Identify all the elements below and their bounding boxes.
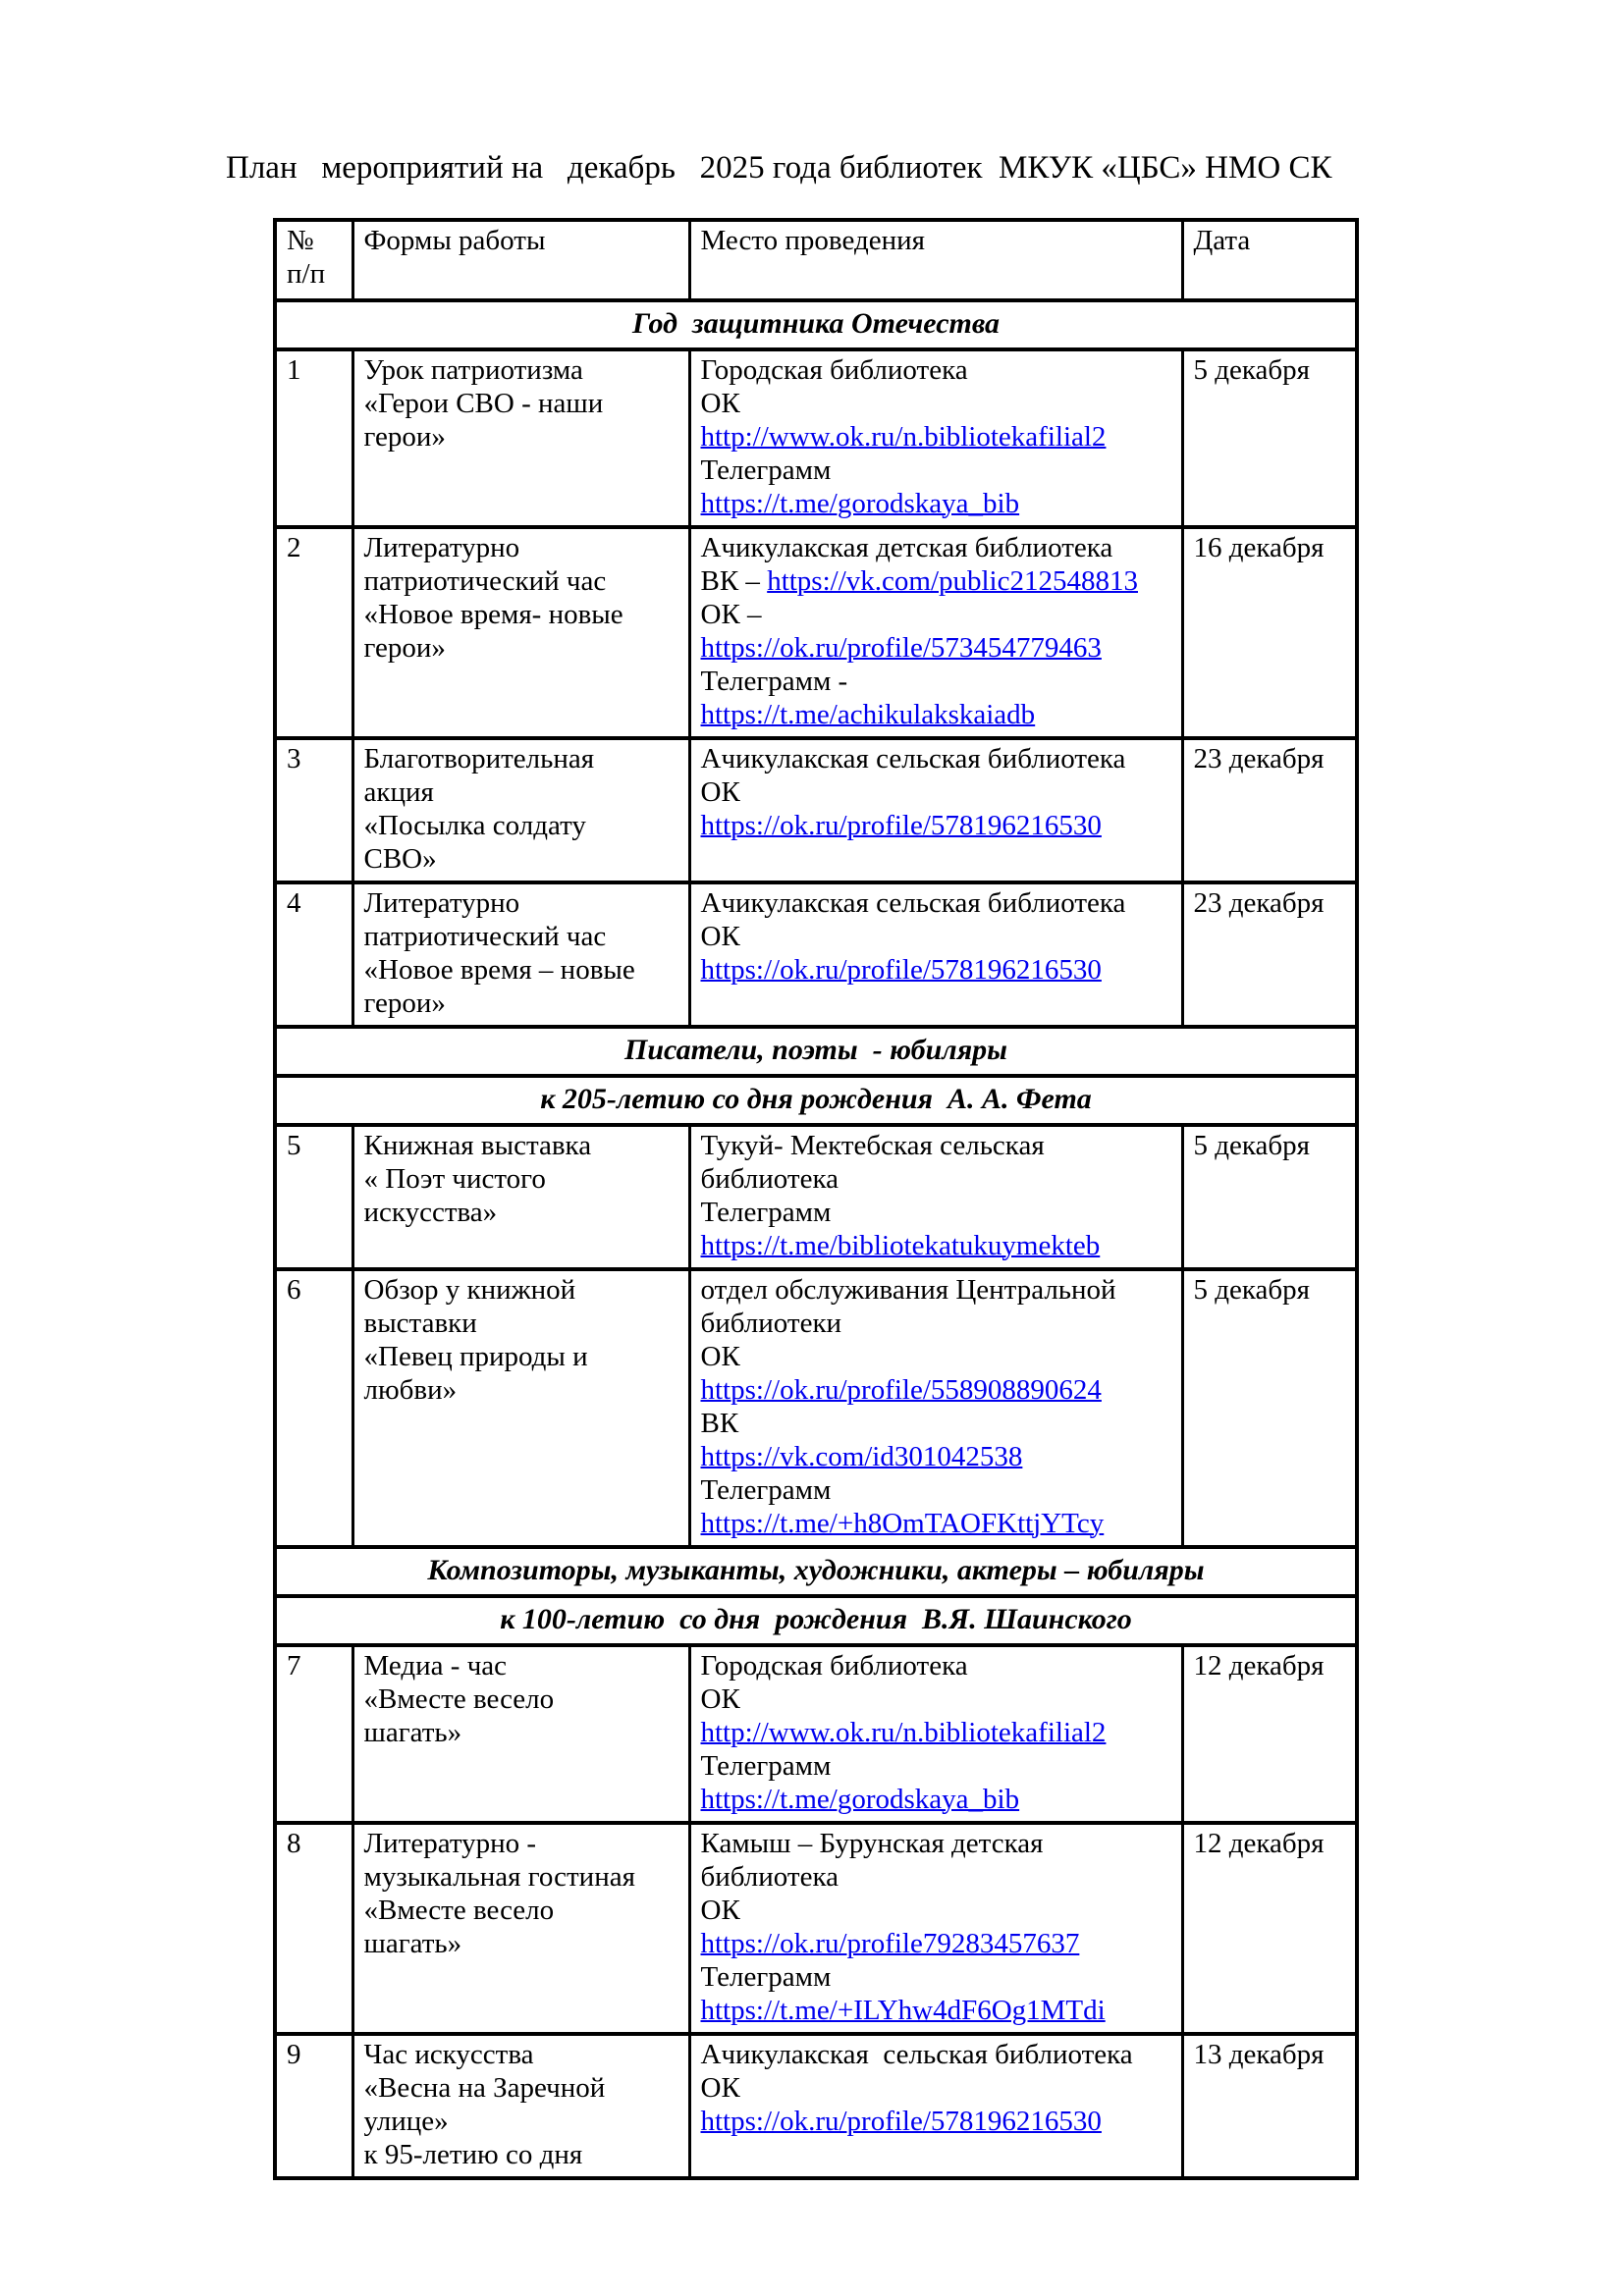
event-place (689, 882, 1182, 1027)
place-text: Камыш – Бурунская детская (700, 1827, 1044, 1859)
event-place (689, 1823, 1182, 2034)
place-text: библиотека (700, 1860, 839, 1893)
event-date: 5 декабря (1182, 349, 1357, 527)
event-date: 16 декабря (1182, 527, 1357, 738)
place-line (701, 454, 1171, 487)
place-link[interactable]: https://t.me/+ILYhw4dF6Og1MTdi (700, 1994, 1106, 2026)
place-line (701, 1860, 1171, 1894)
place-line (701, 1196, 1171, 1229)
place-line (701, 598, 1171, 631)
place-text: Ачикулакская сельская библиотека (700, 2038, 1133, 2070)
place-text: отдел обслуживания Центральной (700, 1273, 1116, 1306)
column-header (275, 220, 352, 300)
event-place (689, 1269, 1182, 1547)
place-link[interactable]: https://t.me/achikulakskaiadb (700, 698, 1036, 730)
place-text: ОК (700, 1340, 740, 1372)
header-row (275, 220, 1357, 300)
place-text: Тукуй- Мектебская сельская (700, 1129, 1045, 1161)
place-text: Ачикулакская детская библиотека (700, 531, 1113, 563)
table-header (275, 220, 1357, 300)
place-line (701, 1273, 1171, 1307)
event-form-line: искусства» (363, 1196, 498, 1228)
place-line (701, 698, 1171, 731)
section-row (275, 1547, 1357, 1596)
table-row (275, 1125, 1357, 1269)
event-date: 12 декабря (1182, 1823, 1357, 2034)
place-link[interactable]: http://www.ok.ru/n.bibliotekafilial2 (700, 420, 1107, 453)
place-link[interactable]: https://ok.ru/profile/573454779463 (700, 631, 1102, 664)
event-form-line: «Новое время- новые (363, 598, 623, 630)
events-table (273, 218, 1359, 2180)
place-line (701, 1162, 1171, 1196)
event-form-line: СВО» (363, 842, 437, 875)
table-row (275, 1645, 1357, 1823)
event-date: 5 декабря (1182, 1125, 1357, 1269)
place-text: ОК (700, 1682, 740, 1715)
place-line (701, 2105, 1171, 2138)
place-line (701, 1682, 1171, 1716)
place-text: Телеграмм (700, 1960, 832, 1993)
place-text: ОК (700, 1894, 740, 1926)
place-line (701, 1129, 1171, 1162)
place-text: Телеграмм (700, 1473, 832, 1506)
event-date: 13 декабря (1182, 2034, 1357, 2178)
place-line (701, 1827, 1171, 1860)
column-header-line: Дата (1193, 224, 1251, 256)
place-line (701, 631, 1171, 665)
event-date: 23 декабря (1182, 738, 1357, 882)
column-header-line: № (287, 224, 314, 256)
place-line (701, 2038, 1171, 2071)
event-form-line: « Поэт чистого (363, 1162, 546, 1195)
table-row (275, 738, 1357, 882)
place-line (701, 665, 1171, 698)
event-form-line: Литературно - (363, 1827, 537, 1859)
event-form-line: герои» (363, 631, 446, 664)
place-line (701, 353, 1171, 387)
place-text: библиотеки (700, 1307, 842, 1339)
event-form-line: «Новое время – новые (363, 953, 635, 986)
place-text: библиотека (700, 1162, 839, 1195)
section-row (275, 300, 1357, 349)
place-link[interactable]: https://vk.com/public212548813 (767, 564, 1138, 597)
column-header-line: п/п (287, 257, 326, 290)
place-line (701, 1407, 1171, 1440)
place-text: Телеграмм (700, 1749, 832, 1782)
event-date: 12 декабря (1182, 1645, 1357, 1823)
event-form-line: «Вместе весело (363, 1682, 555, 1715)
place-link[interactable]: https://ok.ru/profile/558908890624 (700, 1373, 1102, 1406)
place-link[interactable]: https://t.me/gorodskaya_bib (700, 487, 1020, 519)
row-number: 9 (275, 2034, 352, 2178)
place-text: Ачикулакская сельская библиотека (700, 886, 1126, 919)
event-place (689, 527, 1182, 738)
place-line (701, 2071, 1171, 2105)
event-form-line: герои» (363, 420, 446, 453)
place-link[interactable]: https://ok.ru/profile79283457637 (700, 1927, 1080, 1959)
event-form-line: музыкальная гостиная (363, 1860, 635, 1893)
table-row (275, 349, 1357, 527)
event-form-line: Литературно (363, 886, 520, 919)
event-place (689, 1125, 1182, 1269)
place-line (701, 1927, 1171, 1960)
table-row (275, 2034, 1357, 2178)
place-line (701, 1894, 1171, 1927)
place-line (701, 387, 1171, 420)
event-form (352, 2034, 689, 2178)
event-place (689, 738, 1182, 882)
place-text: ОК (700, 2071, 740, 2104)
row-number: 7 (275, 1645, 352, 1823)
table-body (275, 300, 1357, 2178)
section-title: Композиторы, музыканты, художники, актеры – юбиляры (275, 1547, 1357, 1596)
event-form-line: «Герои СВО - наши (363, 387, 604, 419)
place-line (701, 1373, 1171, 1407)
place-link[interactable]: https://t.me/gorodskaya_bib (700, 1783, 1020, 1815)
event-form (352, 349, 689, 527)
place-line (701, 809, 1171, 842)
row-number: 4 (275, 882, 352, 1027)
section-row (275, 1596, 1357, 1645)
place-line (701, 1994, 1171, 2027)
event-form-line: улице» (363, 2105, 449, 2137)
place-text: ОК (700, 920, 740, 952)
place-link[interactable]: https://t.me/bibliotekatukuymekteb (700, 1229, 1101, 1261)
table-row (275, 1269, 1357, 1547)
row-number: 5 (275, 1125, 352, 1269)
row-number: 3 (275, 738, 352, 882)
event-form-line: шагать» (363, 1927, 462, 1959)
place-link[interactable]: https://vk.com/id301042538 (700, 1440, 1023, 1472)
event-place (689, 2034, 1182, 2178)
place-line (701, 1716, 1171, 1749)
row-number: 8 (275, 1823, 352, 2034)
event-form-line: к 95-летию со дня (363, 2138, 583, 2170)
place-text: Городская библиотека (700, 1649, 968, 1682)
event-form-line: патриотический час (363, 920, 607, 952)
table-row (275, 1823, 1357, 2034)
place-link[interactable]: https://ok.ru/profile/578196216530 (700, 2105, 1102, 2137)
column-header-line: Формы работы (363, 224, 546, 256)
event-form-line: любви» (363, 1373, 458, 1406)
event-form (352, 882, 689, 1027)
event-form-line: патриотический час (363, 564, 607, 597)
column-header (1182, 220, 1357, 300)
event-form-line: Книжная выставка (363, 1129, 592, 1161)
place-line (701, 1783, 1171, 1816)
place-text: Телеграмм (700, 454, 832, 486)
place-link[interactable]: http://www.ok.ru/n.bibliotekafilial2 (700, 1716, 1107, 1748)
place-line (701, 487, 1171, 520)
place-line (701, 1307, 1171, 1340)
event-form-line: Благотворительная (363, 742, 595, 774)
place-text: Телеграмм (700, 1196, 832, 1228)
place-line (701, 1473, 1171, 1507)
place-text: Городская библиотека (700, 353, 968, 386)
document-title: План мероприятий на декабрь 2025 года библиотек МКУК «ЦБС» НМО СК (226, 150, 1332, 186)
column-header-line: Место проведения (700, 224, 925, 256)
section-row (275, 1076, 1357, 1125)
event-date: 23 декабря (1182, 882, 1357, 1027)
event-form (352, 738, 689, 882)
place-line (701, 953, 1171, 987)
event-form-line: Медиа - час (363, 1649, 508, 1682)
event-place (689, 1645, 1182, 1823)
column-header (689, 220, 1182, 300)
event-place (689, 349, 1182, 527)
place-link[interactable]: https://t.me/+h8OmTAOFKttjYTcy (700, 1507, 1105, 1539)
place-line (701, 920, 1171, 953)
table-row (275, 882, 1357, 1027)
section-title: к 100-летию со дня рождения В.Я. Шаинского (275, 1596, 1357, 1645)
event-form-line: «Весна на Заречной (363, 2071, 606, 2104)
place-line (701, 1649, 1171, 1682)
place-text: Телеграмм - (700, 665, 848, 697)
event-form-line: Обзор у книжной (363, 1273, 576, 1306)
place-text: ВК (700, 1407, 739, 1439)
event-form-line: «Посылка солдату (363, 809, 586, 841)
event-form-line: Урок патриотизма (363, 353, 583, 386)
place-line (701, 1960, 1171, 1994)
event-form (352, 1823, 689, 2034)
place-text: ОК (700, 775, 740, 808)
place-line (701, 775, 1171, 809)
place-line (701, 1507, 1171, 1540)
event-form (352, 1125, 689, 1269)
event-form-line: шагать» (363, 1716, 462, 1748)
section-title: Год защитника Отечества (275, 300, 1357, 349)
event-form (352, 1645, 689, 1823)
event-date: 5 декабря (1182, 1269, 1357, 1547)
event-form (352, 1269, 689, 1547)
event-form-line: Час искусства (363, 2038, 534, 2070)
table-row (275, 527, 1357, 738)
section-row (275, 1027, 1357, 1076)
place-line (701, 886, 1171, 920)
section-title: Писатели, поэты - юбиляры (275, 1027, 1357, 1076)
event-form-line: акция (363, 775, 434, 808)
event-form-line: герои» (363, 987, 446, 1019)
place-line (701, 564, 1171, 598)
event-form-line: Литературно (363, 531, 520, 563)
event-form-line: «Певец природы и (363, 1340, 588, 1372)
place-text: ОК (700, 387, 740, 419)
place-link[interactable]: https://ok.ru/profile/578196216530 (700, 953, 1102, 986)
place-line (701, 531, 1171, 564)
place-line (701, 1229, 1171, 1262)
event-form-line: выставки (363, 1307, 477, 1339)
event-form (352, 527, 689, 738)
place-text: ОК – (700, 598, 762, 630)
row-number: 1 (275, 349, 352, 527)
section-title: к 205-летию со дня рождения А. А. Фета (275, 1076, 1357, 1125)
place-text: ВК – (700, 564, 768, 597)
place-line (701, 1749, 1171, 1783)
place-line (701, 1440, 1171, 1473)
row-number: 2 (275, 527, 352, 738)
place-text: Ачикулакская сельская библиотека (700, 742, 1126, 774)
place-line (701, 742, 1171, 775)
place-line (701, 420, 1171, 454)
place-link[interactable]: https://ok.ru/profile/578196216530 (700, 809, 1102, 841)
row-number: 6 (275, 1269, 352, 1547)
place-line (701, 1340, 1171, 1373)
event-form-line: «Вместе весело (363, 1894, 555, 1926)
column-header (352, 220, 689, 300)
